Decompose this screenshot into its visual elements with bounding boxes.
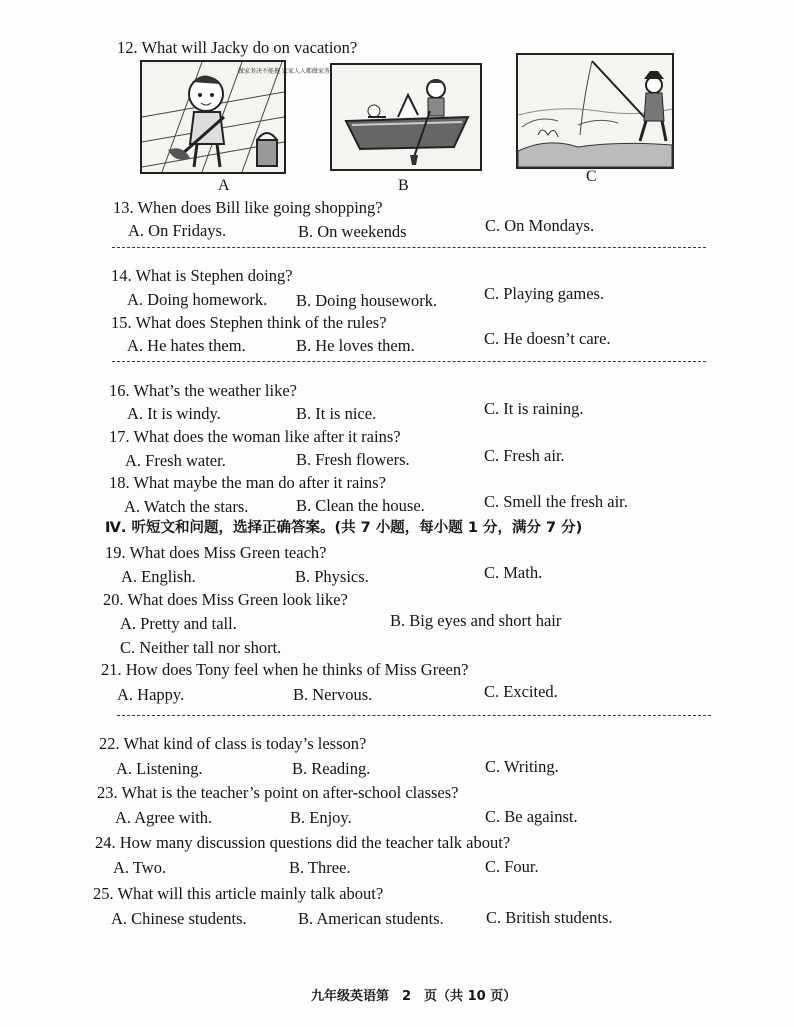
question-16: 16. What’s the weather like? [109, 381, 298, 400]
q13-option-b[interactable]: B. On weekends [298, 222, 407, 241]
q21-option-a[interactable]: A. Happy. [117, 685, 185, 704]
q24-option-b[interactable]: B. Three. [289, 858, 351, 877]
q22-option-b[interactable]: B. Reading. [292, 759, 371, 778]
q17-option-c[interactable]: C. Fresh air. [484, 446, 565, 465]
q25-option-c[interactable]: C. British students. [486, 908, 613, 927]
section-divider [112, 247, 706, 248]
q15-option-b[interactable]: B. He loves them. [296, 336, 415, 355]
question-13: 13. When does Bill like going shopping? [113, 198, 383, 217]
picture-b[interactable] [330, 63, 482, 171]
question-23: 23. What is the teacher’s point on after-school classes? [97, 783, 459, 802]
q18-option-a[interactable]: A. Watch the stars. [124, 497, 249, 516]
picture-c-label: C [586, 168, 597, 185]
question-25: 25. What will this article mainly talk about? [93, 884, 384, 903]
q14-option-b[interactable]: B. Doing housework. [296, 291, 438, 310]
q14-option-c[interactable]: C. Playing games. [484, 284, 605, 303]
q21-option-c[interactable]: C. Excited. [484, 682, 558, 701]
question-18: 18. What maybe the man do after it rains? [109, 473, 386, 492]
section-divider [117, 715, 711, 716]
q20-option-a[interactable]: A. Pretty and tall. [120, 614, 237, 633]
q19-option-a[interactable]: A. English. [121, 567, 196, 586]
q19-option-c[interactable]: C. Math. [484, 563, 543, 582]
q24-option-a[interactable]: A. Two. [113, 858, 167, 877]
question-12: 12. What will Jacky do on vacation? [117, 38, 358, 57]
question-14: 14. What is Stephen doing? [111, 266, 293, 285]
picture-b-label: B [398, 177, 409, 194]
picture-a[interactable] [140, 60, 330, 174]
q15-option-a[interactable]: A. He hates them. [127, 336, 246, 355]
q18-option-b[interactable]: B. Clean the house. [296, 496, 425, 515]
q16-option-a[interactable]: A. It is windy. [127, 404, 221, 423]
q20-option-c[interactable]: C. Neither tall nor short. [120, 638, 282, 657]
q19-option-b[interactable]: B. Physics. [295, 567, 369, 586]
sweeping-boy-icon [142, 62, 330, 172]
q24-option-c[interactable]: C. Four. [485, 857, 539, 876]
q13-option-a[interactable]: A. On Fridays. [128, 221, 227, 240]
question-19: 19. What does Miss Green teach? [105, 543, 327, 562]
q17-option-a[interactable]: A. Fresh water. [125, 451, 226, 470]
q16-option-b[interactable]: B. It is nice. [296, 404, 377, 423]
question-17: 17. What does the woman like after it rains? [109, 427, 401, 446]
q25-option-b[interactable]: B. American students. [298, 909, 444, 928]
picture-a-caption: 做家务决不能拖 家家人人都做家务 [238, 68, 330, 75]
q22-option-c[interactable]: C. Writing. [485, 757, 559, 776]
picture-c[interactable] [516, 53, 674, 169]
question-20: 20. What does Miss Green look like? [103, 590, 348, 609]
fishing-man-icon [518, 55, 672, 167]
picture-a-label: A [218, 177, 230, 194]
section-divider [112, 361, 706, 362]
q16-option-c[interactable]: C. It is raining. [484, 399, 584, 418]
question-21: 21. How does Tony feel when he thinks of Miss Green? [101, 660, 469, 679]
q13-option-c[interactable]: C. On Mondays. [485, 216, 595, 235]
q22-option-a[interactable]: A. Listening. [116, 759, 203, 778]
q17-option-b[interactable]: B. Fresh flowers. [296, 450, 410, 469]
question-15: 15. What does Stephen think of the rules? [111, 313, 387, 332]
section-4-heading: Ⅳ. 听短文和问题，选择正确答案。(共 7 小题，每小题 1 分，满分 7 分) [105, 520, 583, 536]
q23-option-b[interactable]: B. Enjoy. [290, 808, 352, 827]
question-22: 22. What kind of class is today’s lesson? [99, 734, 367, 753]
q23-option-a[interactable]: A. Agree with. [115, 808, 213, 827]
q23-option-c[interactable]: C. Be against. [485, 807, 578, 826]
boat-camping-icon [332, 65, 480, 169]
question-24: 24. How many discussion questions did the teacher talk about? [95, 833, 511, 852]
q14-option-a[interactable]: A. Doing homework. [127, 290, 268, 309]
page-footer: 九年级英语第 2 页（共 10 页） [311, 989, 517, 1004]
q25-option-a[interactable]: A. Chinese students. [111, 909, 247, 928]
q15-option-c[interactable]: C. He doesn’t care. [484, 329, 611, 348]
q20-option-b[interactable]: B. Big eyes and short hair [390, 611, 562, 630]
q21-option-b[interactable]: B. Nervous. [293, 685, 373, 704]
q18-option-c[interactable]: C. Smell the fresh air. [484, 492, 628, 511]
